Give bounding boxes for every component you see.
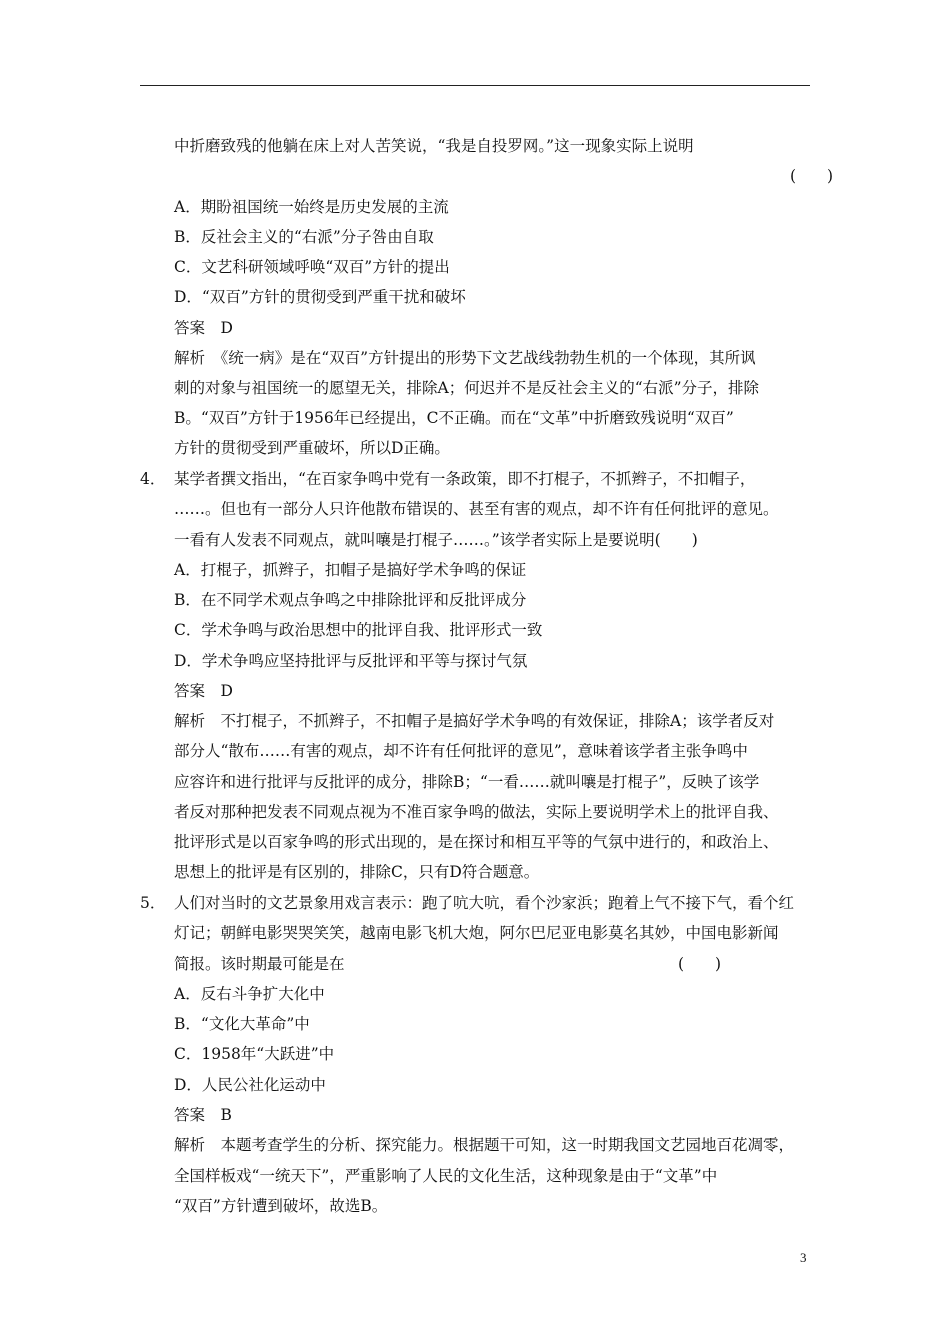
q5-answer-paren: ( )	[678, 955, 722, 973]
q4-analysis-line: 批评形式是以百家争鸣的形式出现的，是在探讨和相互平等的气氛中进行的，和政治上、	[174, 833, 779, 851]
q4-analysis-line: 部分人“散布……有害的观点，却不许有任何批评的意见”，意味着该学者主张争鸣中	[174, 742, 748, 760]
q4-number: 4．	[140, 470, 166, 488]
q5-stem-line: 人们对当时的文艺景象用戏言表示：跑了吭大吭，看个沙家浜；跑着上气不接下气，看个红	[174, 894, 795, 912]
header-rule	[140, 85, 810, 86]
q5-analysis-line: 解析 本题考查学生的分析、探究能力。根据题干可知，这一时期我国文艺园地百花凋零，	[174, 1136, 795, 1154]
q5-option-d: D．人民公社化运动中	[174, 1076, 326, 1094]
q4-stem-line: 某学者撰文指出，“在百家争鸣中党有一条政策，即不打棍子，不抓辫子，不扣帽子，	[174, 470, 756, 488]
q3-option-b: B．反社会主义的“右派”分子咎由自取	[174, 228, 434, 246]
q5-option-b: B．“文化大革命”中	[174, 1015, 310, 1033]
q3-answer-paren: ( )	[790, 167, 834, 185]
q5-stem-line: 灯记；朝鲜电影哭哭笑笑，越南电影飞机大炮，阿尔巴尼亚电影莫名其妙，中国电影新闻	[174, 924, 779, 942]
q4-stem-line: 一看有人发表不同观点，就叫嚷是打棍子……。”该学者实际上是要说明( )	[174, 531, 698, 549]
q5-answer: 答案 B	[174, 1106, 232, 1124]
q5-number: 5．	[140, 894, 166, 912]
q3-option-a: A．期盼祖国统一始终是历史发展的主流	[174, 198, 449, 216]
q4-option-d: D．学术争鸣应坚持批评与反批评和平等与探讨气氛	[174, 652, 528, 670]
q4-analysis-line: 思想上的批评是有区别的，排除C，只有D符合题意。	[174, 863, 540, 881]
q4-analysis-line: 者反对那种把发表不同观点视为不准百家争鸣的做法，实际上要说明学术上的批评自我、	[174, 803, 779, 821]
page-number: 3	[800, 1250, 807, 1265]
q4-analysis-line: 解析 不打棍子，不抓辫子，不扣帽子是搞好学术争鸣的有效保证，排除A；该学者反对	[174, 712, 775, 730]
q3-answer: 答案 D	[174, 319, 233, 337]
q3-option-c: C．文艺科研领域呼唤“双百”方针的提出	[174, 258, 450, 276]
q4-stem-line: ……。但也有一部分人只许他散布错误的、甚至有害的观点，却不许有任何批评的意见。	[174, 500, 779, 518]
q3-option-d: D．“双百”方针的贯彻受到严重干扰和破坏	[174, 288, 466, 306]
q3-analysis-line: 解析 《统一病》是在“双百”方针提出的形势下文艺战线勃勃生机的一个体现，其所讽	[174, 349, 756, 367]
q5-analysis-line: 全国样板戏“一统天下”，严重影响了人民的文化生活，这种现象是由于“文革”中	[174, 1167, 718, 1185]
q4-analysis-line: 应容许和进行批评与反批评的成分，排除B；“一看……就叫嚷是打棍子”，反映了该学	[174, 773, 760, 791]
q5-option-a: A．反右斗争扩大化中	[174, 985, 325, 1003]
q4-option-b: B．在不同学术观点争鸣之中排除批评和反批评成分	[174, 591, 527, 609]
q4-answer: 答案 D	[174, 682, 233, 700]
q3-analysis-line: 方针的贯彻受到严重破坏，所以D正确。	[174, 439, 450, 457]
q3-stem-line: 中折磨致残的他躺在床上对人苦笑说，“我是自投罗网。”这一现象实际上说明	[174, 137, 694, 155]
q4-option-a: A．打棍子，抓辫子，扣帽子是搞好学术争鸣的保证	[174, 561, 527, 579]
q4-option-c: C．学术争鸣与政治思想中的批评自我、批评形式一致	[174, 621, 543, 639]
q3-analysis-line: B。“双百”方针于1956年已经提出，C不正确。而在“文革”中折磨致残说明“双百”	[174, 409, 734, 427]
q3-analysis-line: 刺的对象与祖国统一的愿望无关，排除A；何迟并不是反社会主义的“右派”分子，排除	[174, 379, 760, 397]
q5-option-c: C．1958年“大跃进”中	[174, 1045, 335, 1063]
q5-analysis-line: “双百”方针遭到破坏，故选B。	[174, 1197, 388, 1215]
q5-stem-line: 简报。该时期最可能是在	[174, 955, 345, 973]
